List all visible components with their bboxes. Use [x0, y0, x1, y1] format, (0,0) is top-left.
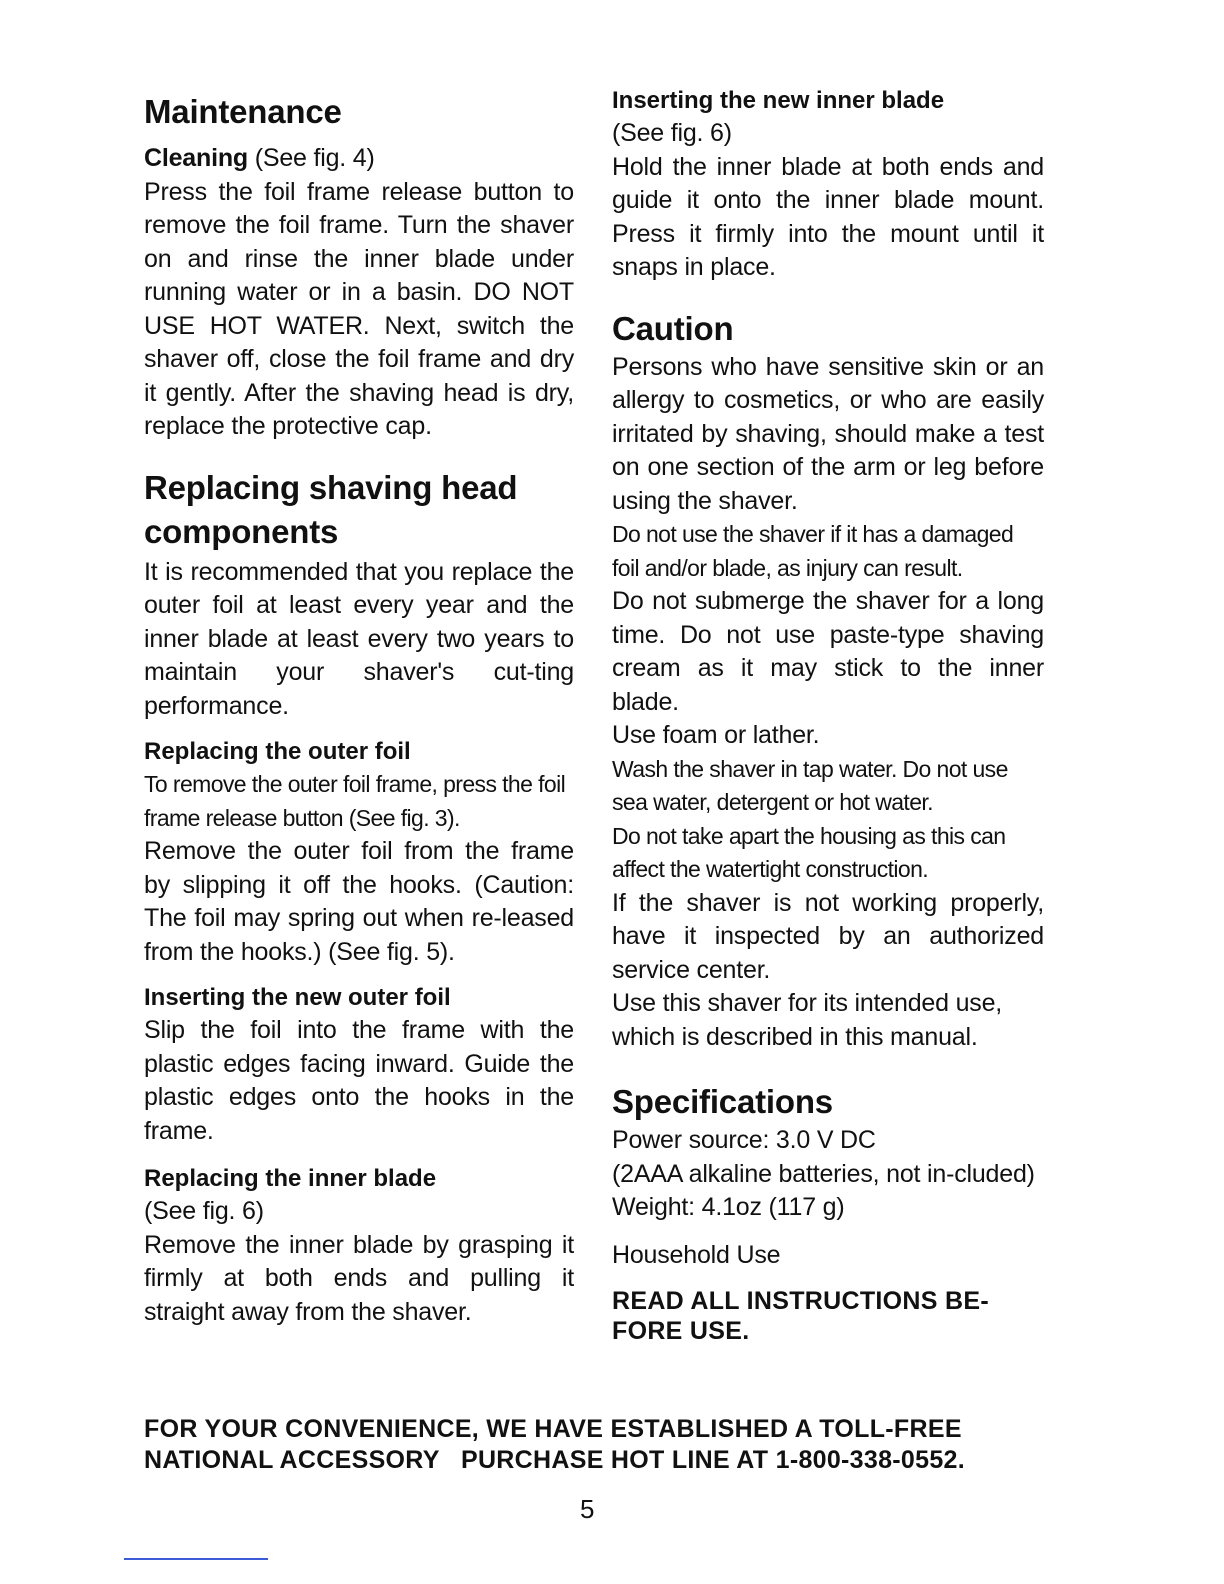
caution-heading: Caution — [612, 309, 734, 347]
corner-rule — [124, 1558, 268, 1560]
caution-text-3: Do not submerge the shaver for a long time. Do not use paste-type shaving cream as it may stick to the inner blade. — [612, 587, 1044, 716]
read-all-instructions: READ ALL INSTRUCTIONS BE-FORE USE. — [612, 1287, 989, 1345]
replacing-heading-line2: components — [144, 512, 339, 550]
spec-weight: Weight: 4.1oz (117 g) — [612, 1193, 845, 1221]
cleaning-fig-ref: (See fig. 4) — [247, 144, 375, 172]
cleaning-text: Press the foil frame release button to remove the foil frame. Turn the shaver on and rinse the inner blade under running water or in a basin. DO NOT USE HOT WATER. Next, switch the shaver off, close the foil frame and dry it gently. After the shaving head is dry, replace the protective cap. — [144, 177, 574, 440]
caution-text-6: Do not take apart the housing as this can affect the watertight construction. — [612, 822, 1006, 882]
caution-text-8: Use this shaver for its intended use, which is described in this manual. — [612, 989, 1003, 1051]
new-inner-blade-text: Hold the inner blade at both ends and guide it onto the inner blade mount. Press it firmly into the mount until it snaps in place. — [612, 152, 1044, 281]
page-number: 5 — [580, 1494, 595, 1524]
inner-blade-text: Remove the inner blade by grasping it firmly at both ends and pulling it straight away from the shaver. — [144, 1230, 574, 1326]
new-inner-blade-heading: Inserting the new inner blade — [612, 87, 945, 114]
left-column — [144, 80, 574, 1329]
caution-text-4: Use foam or lather. — [612, 721, 820, 749]
replacing-intro: It is recommended that you replace the outer foil at least every year and the inner blade at least every two years to maintain your shaver's cut-ting performance. — [144, 557, 574, 720]
caution-text-7: If the shaver is not working properly, have it inspected by an authorized service center. — [612, 888, 1044, 984]
caution-text-5: Wash the shaver in tap water. Do not use sea water, detergent or hot water. — [612, 755, 1008, 815]
caution-text-1: Persons who have sensitive skin or an allergy to cosmetics, or who are easily irritated by shaving, should make a test on one section of the arm or leg before using the shaver. — [612, 352, 1044, 515]
outer-foil-heading: Replacing the outer foil — [144, 738, 411, 765]
new-outer-foil-text: Slip the foil into the frame with the plastic edges facing inward. Guide the plastic edges onto the hooks in the frame. — [144, 1016, 574, 1145]
outer-foil-text-2: Remove the outer foil from the frame by slipping it off the hooks. (Caution: The foil may spring out when re-leased from the hooks.) (See fig. 5). — [144, 837, 574, 966]
new-inner-blade-fig-ref: (See fig. 6) — [612, 119, 732, 147]
hotline-line-1: FOR YOUR CONVENIENCE, WE HAVE ESTABLISHED A TOLL-FREE — [144, 1415, 962, 1443]
spec-batteries: (2AAA alkaline batteries, not in-cluded) — [612, 1159, 1035, 1188]
hotline-line-2: NATIONAL ACCESSORY PURCHASE HOT LINE AT 1-800-338-0552. — [144, 1446, 965, 1474]
spec-household-use: Household Use — [612, 1240, 781, 1269]
inner-blade-heading: Replacing the inner blade — [144, 1165, 437, 1192]
outer-foil-text-1: To remove the outer foil frame, press the foil frame release button (See fig. 3). — [144, 771, 566, 831]
new-outer-foil-heading: Inserting the new outer foil — [144, 984, 451, 1011]
cleaning-label: Cleaning — [144, 144, 248, 172]
specifications-heading: Specifications — [612, 1083, 833, 1120]
spec-power-source: Power source: 3.0 V DC — [612, 1126, 876, 1154]
cleaning-subheading — [144, 142, 574, 176]
right-column — [612, 80, 1044, 1346]
replacing-heading-line1: Replacing shaving head — [144, 468, 518, 506]
caution-text-2: Do not use the shaver if it has a damaged foil and/or blade, as injury can result. — [612, 521, 1014, 581]
maintenance-heading: Maintenance — [144, 93, 342, 130]
hotline-notice — [144, 1414, 1044, 1476]
inner-blade-fig-ref: (See fig. 6) — [144, 1197, 264, 1225]
